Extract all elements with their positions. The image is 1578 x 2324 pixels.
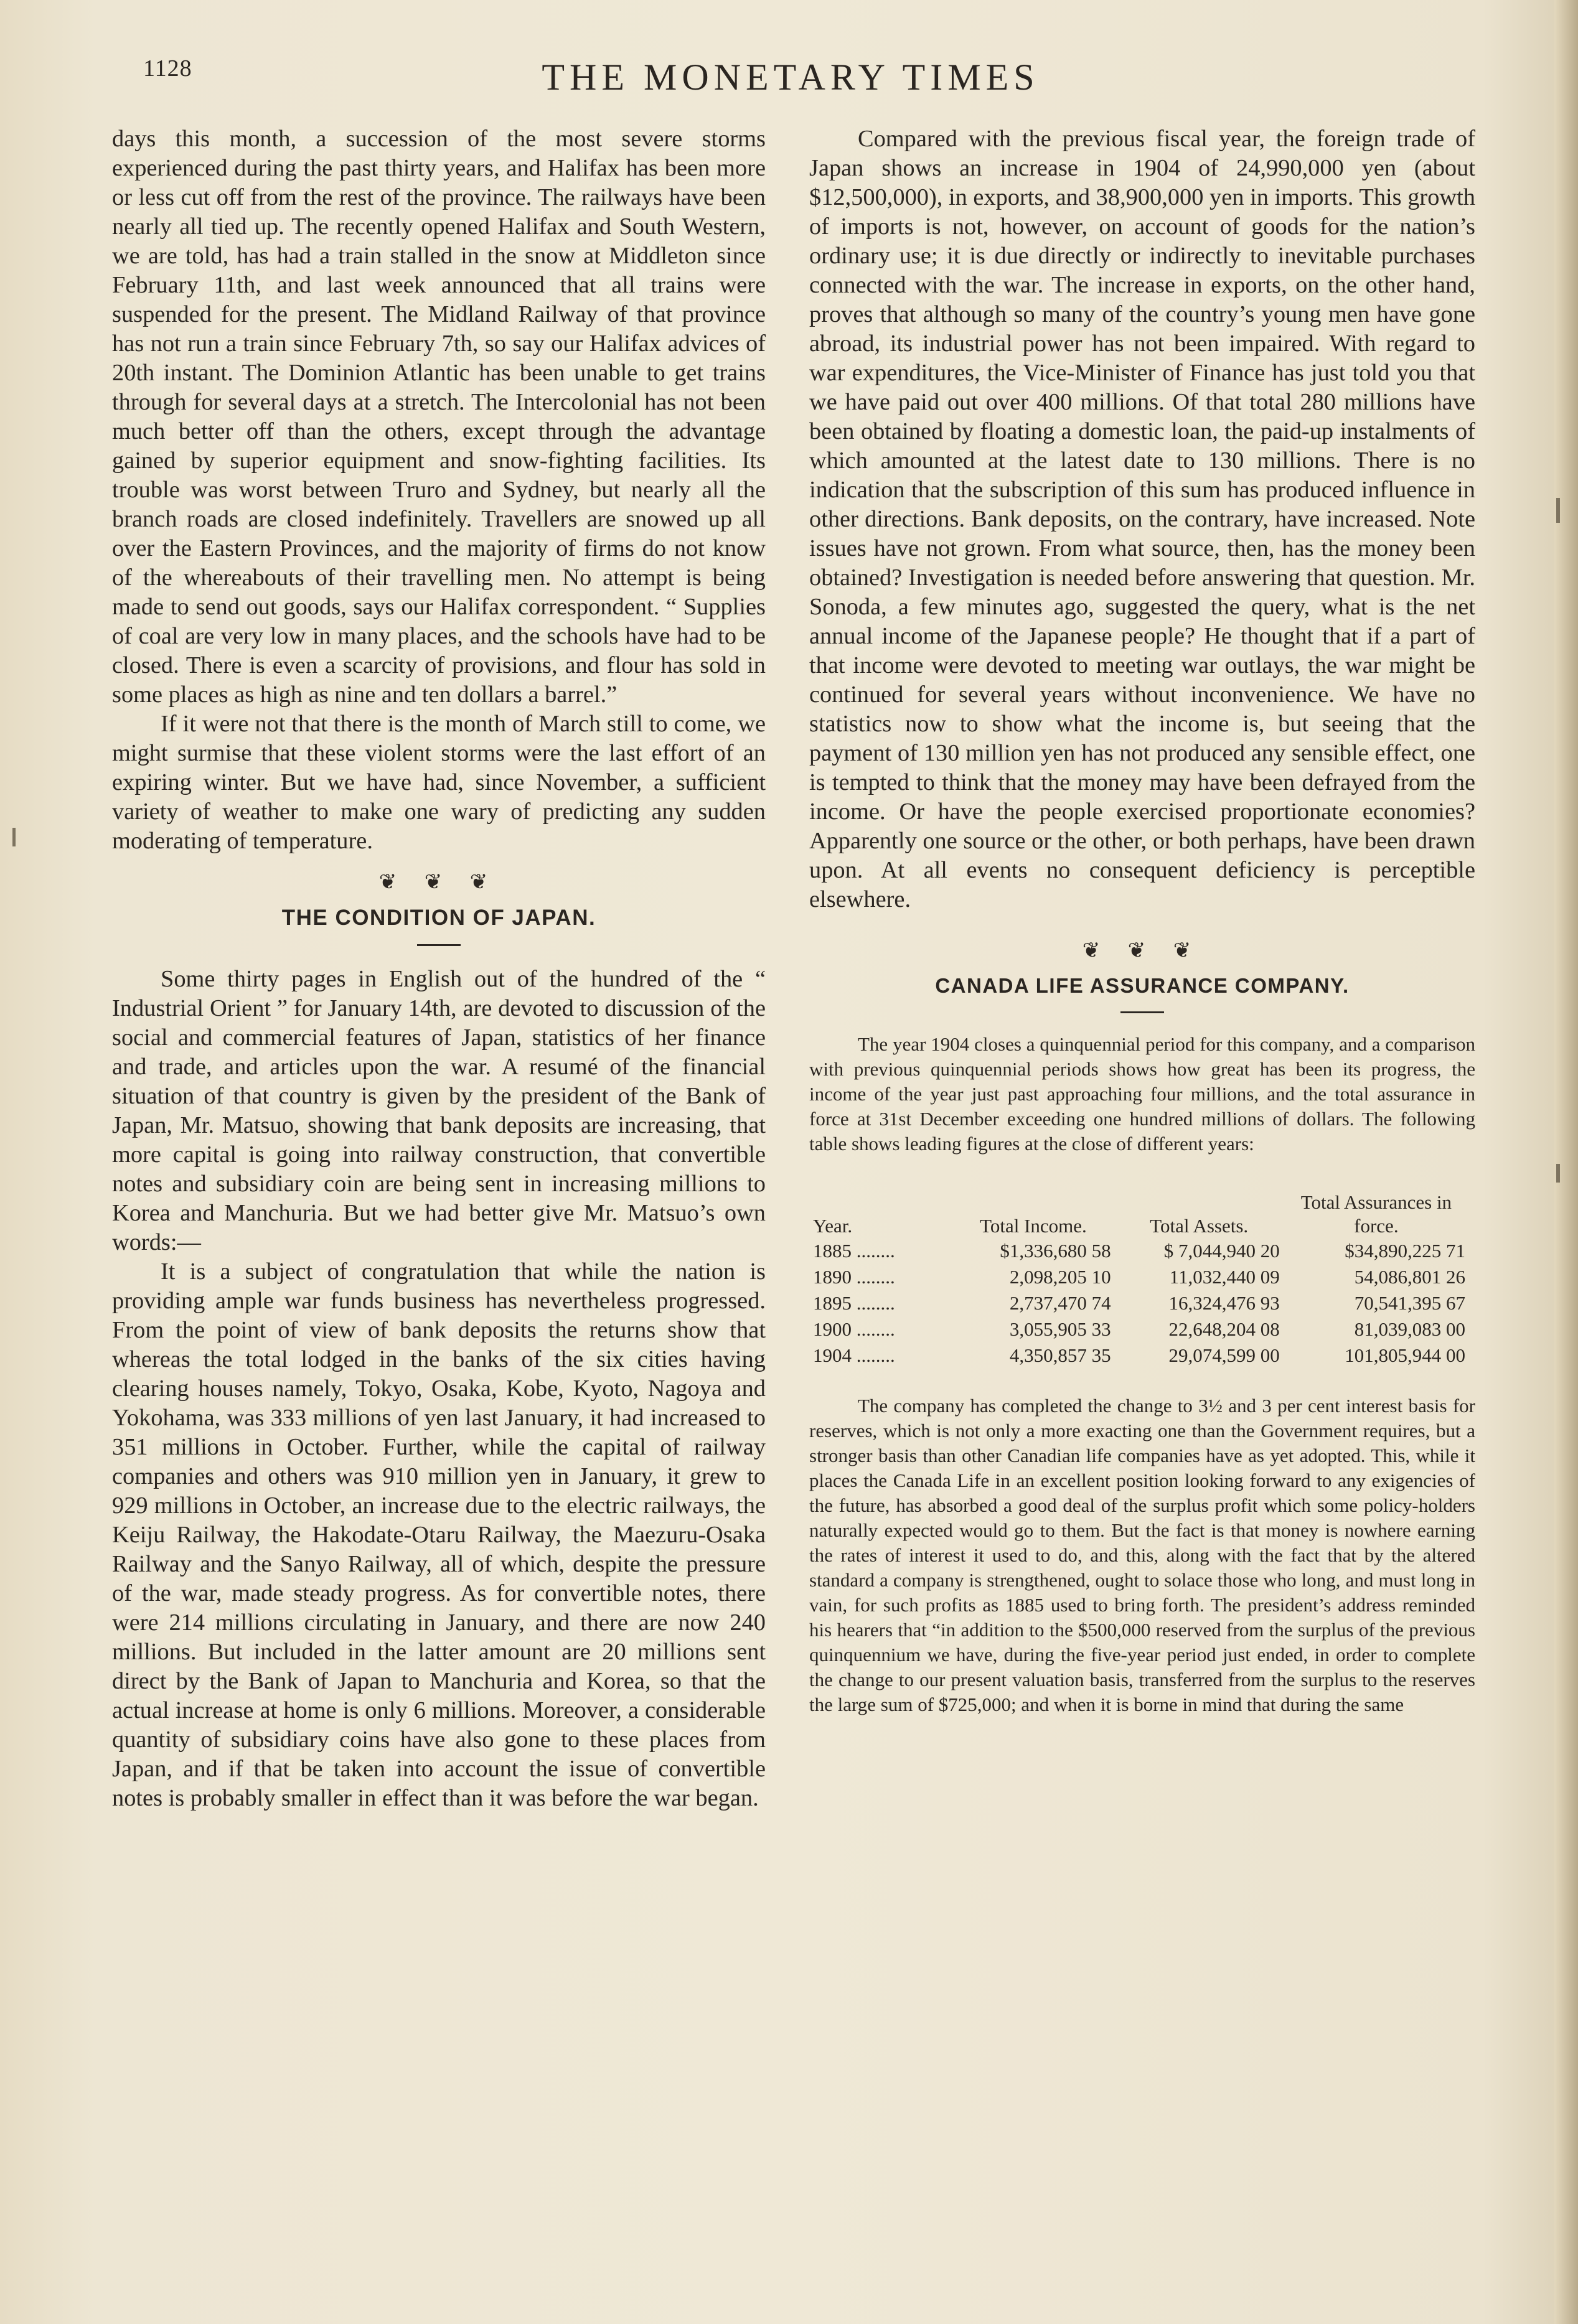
japan-heading: THE CONDITION OF JAPAN. (281, 906, 596, 930)
table-row (809, 1342, 1469, 1369)
assurances-cell: $34,890,225 71 (1345, 1240, 1465, 1262)
table-row (809, 1238, 1469, 1264)
table-row (809, 1264, 1469, 1290)
margin-mark (1556, 498, 1560, 523)
assets-cell: 22,648,204 08 (1168, 1318, 1280, 1340)
canada-life-figures-table (809, 1191, 1469, 1369)
section-ornament: ❦ ❦ ❦ (1082, 939, 1203, 962)
canada-life-intro: The year 1904 closes a quinquennial period for this company, and a comparison with previous quinquennial periods shows how great has been its progress, the income of the year just past approaching four millions, and the total assurance in force at 31st December exceeding one hundred millions of dollars. The following table shows leading figures at the close of different years: (809, 1033, 1475, 1155)
right-column (809, 124, 1475, 1717)
storm-paragraph-2: If it were not that there is the month of March still to come, we might surmise that these violent storms were the last effort of an expiring winter. But we have had, since November, a sufficient variety of weather to make one wary of predicting any sudden moderating of temperature. (112, 711, 766, 854)
margin-mark (1556, 1164, 1560, 1183)
storm-paragraph-1: days this month, a succession of the most severe storms experienced during the past thirty years, and Halifax has been more or less cut off from the rest of the province. The railways have been nearly all tied up. The recently opened Halifax and South Western, we are told, has had a train stalled in the snow at Middleton since February 11th, and last week announced that all trains were suspended for the present. The Midland Railway of that province has not run a train since February 7th, so say our Halifax advices of 20th instant. The Dominion Atlantic has been unable to get trains through for several days at a stretch. The Intercolonial has not been much better off than the others, except through the advantage gained by superior equipment and snow-fighting facilities. Its trouble was worst between Truro and Sydney, but nearly all the branch roads are closed indefinitely. Travellers are snowed up all over the Eastern Provinces, and the majority of firms do not know of the whereabouts of their travelling men. No attempt is being made to send out goods, says our Halifax correspondent. “ Supplies of coal are very low in many places, and the schools have had to be closed. There is even a scarcity of provisions, and flour has sold in some places as high as nine and ten dollars a barrel.” (112, 126, 766, 708)
income-cell: 3,055,905 33 (1009, 1318, 1111, 1340)
income-cell: $1,336,680 58 (1000, 1240, 1111, 1262)
page-number: 1128 (143, 55, 192, 82)
assurances-cell: 81,039,083 00 (1354, 1318, 1465, 1340)
assurances-header: Total Assurances in force. (1300, 1191, 1452, 1237)
japan-paragraph-1: Some thirty pages in English out of the hundred of the “ Industrial Orient ” for January 14th, are devoted to discussion of the social and commercial features of Japan, statistics of her finance and trade, and articles upon the war. A resumé of the financial situation of that country is given by the president of the Bank of Japan, Mr. Matsuo, showing that bank deposits are increasing, that more capital is going into railway construction, that convertible notes and subsidiary coin are being sent in increasing millions to Korea and Manchuria. But we had better give Mr. Matsuo’s own words:— (112, 966, 766, 1255)
income-cell: 2,098,205 10 (1009, 1266, 1111, 1288)
assurances-cell: 70,541,395 67 (1354, 1292, 1465, 1314)
table-row (809, 1316, 1469, 1342)
year-cell: 1904 ........ (813, 1344, 895, 1366)
assets-header: Total Assets. (1150, 1215, 1249, 1237)
assurances-cell: 54,086,801 26 (1354, 1266, 1465, 1288)
table-header-row (809, 1191, 1469, 1238)
page-edge-shadow (1554, 0, 1578, 2324)
table-row (809, 1290, 1469, 1316)
heading-rule (1120, 1011, 1164, 1013)
japan-trade-paragraph: Compared with the previous fiscal year, the foreign trade of Japan shows an increase in 1904 of 24,990,000 yen (about $12,500,000), in exports, and 38,900,000 yen in imports. This growth of imports is not, however, on account of goods for the nation’s ordinary use; it is due directly or indirectly to inevitable purchases connected with the war. The increase in exports, on the other hand, proves that although so many of the country’s young men have gone abroad, its industrial power has not been impaired. With regard to war expenditures, the Vice-Minister of Finance has just told you that we have paid out over 400 millions. Of that total 280 millions have been obtained by floating a domestic loan, the paid-up instalments of which amounted at the latest date to 130 millions. There is no indication that the subscription of this sum has produced influence in other directions. Bank deposits, on the contrary, have increased. Note issues have not grown. From what source, then, has the money been obtained? Investigation is needed before answering that question. Mr. Sonoda, a few minutes ago, suggested the query, what is the net annual income of the Japanese people? He thought that if a part of that income were devoted to meeting war outlays, the war might be continued for several years without inconvenience. We have no statistics now to show what the income is, but seeing that the payment of 130 million yen has not produced any sensible effect, one is tempted to think that the money may have been defrayed from the income. Or have the people exercised proportionate economies? Apparently one source or the other, or both perhaps, have been drawn upon. At all events no consequent deficiency is perceptible elsewhere. (809, 126, 1475, 912)
income-cell: 2,737,470 74 (1009, 1292, 1111, 1314)
left-column (112, 124, 766, 1813)
canada-life-heading: CANADA LIFE ASSURANCE COMPANY. (935, 974, 1350, 997)
year-header: Year. (813, 1215, 853, 1237)
year-cell: 1900 ........ (813, 1318, 895, 1340)
year-cell: 1895 ........ (813, 1292, 895, 1314)
canada-life-article (809, 1032, 1475, 1717)
assurances-cell: 101,805,944 00 (1345, 1344, 1465, 1366)
heading-rule (417, 944, 461, 946)
year-cell: 1890 ........ (813, 1266, 895, 1288)
income-cell: 4,350,857 35 (1009, 1344, 1111, 1366)
income-header: Total Income. (980, 1215, 1087, 1237)
section-ornament: ❦ ❦ ❦ (378, 871, 499, 894)
japan-paragraph-2: It is a subject of congratulation that while the nation is providing ample war funds business has nevertheless progressed. From the point of view of bank deposits the returns show that whereas the total lodged in the banks of the six cities having clearing houses namely, Tokyo, Osaka, Kobe, Kyoto, Nagoya and Yokohama, was 333 millions of yen last January, it had increased to 351 millions in October. Further, while the capital of railway companies and others was 910 million yen in January, it grew to 929 millions in October, an increase due to the electric railways, the Keiju Railway, the Hakodate-Otaru Railway, the Maezuru-Osaka Railway and the Sanyo Railway, all of which, despite the pressure of the war, made steady progress. As for convertible notes, there were 214 millions circulating in January, and there are now 240 millions. But included in the latter amount are 20 millions sent direct by the Bank of Japan to Manchuria and Korea, so that the actual increase at home is only 6 millions. Moreover, a considerable quantity of subsidiary coins have also gone to these places from Japan, and if that be taken into account the issue of convertible notes is probably smaller in effect than it was before the war began. (112, 1258, 766, 1811)
margin-mark (12, 828, 16, 846)
canada-life-body: The company has completed the change to 3½ and 3 per cent interest basis for reserves, which is not only a more exacting one than the Government requires, but a stronger basis than other Canadian life companies have as yet adopted. This, while it places the Canada Life in an excellent position looking forward to any exigencies of the future, has absorbed a good deal of the surplus profit which some policy-holders naturally expected would go to them. But the fact is that money is nowhere earning the rates of interest it used to do, and this, along with the fact that by the altered standard a company is strengthened, ought to solace those who long, and must long in vain, for such profits as 1885 used to bring forth. The president’s address reminded his hearers that “in addition to the $500,000 reserved from the surplus of the previous quinquennium we have, during the five-year period just ended, in order to complete the change to our present valuation basis, transferred from the surplus to the reserves the large sum of $725,000; and when it is borne in mind that during the same (809, 1395, 1475, 1715)
masthead: THE MONETARY TIMES (542, 57, 1040, 98)
assets-cell: 11,032,440 09 (1169, 1266, 1280, 1288)
assets-cell: 29,074,599 00 (1168, 1344, 1280, 1366)
assets-cell: $ 7,044,940 20 (1163, 1240, 1280, 1262)
year-cell: 1885 ........ (813, 1240, 895, 1262)
assets-cell: 16,324,476 93 (1168, 1292, 1280, 1314)
